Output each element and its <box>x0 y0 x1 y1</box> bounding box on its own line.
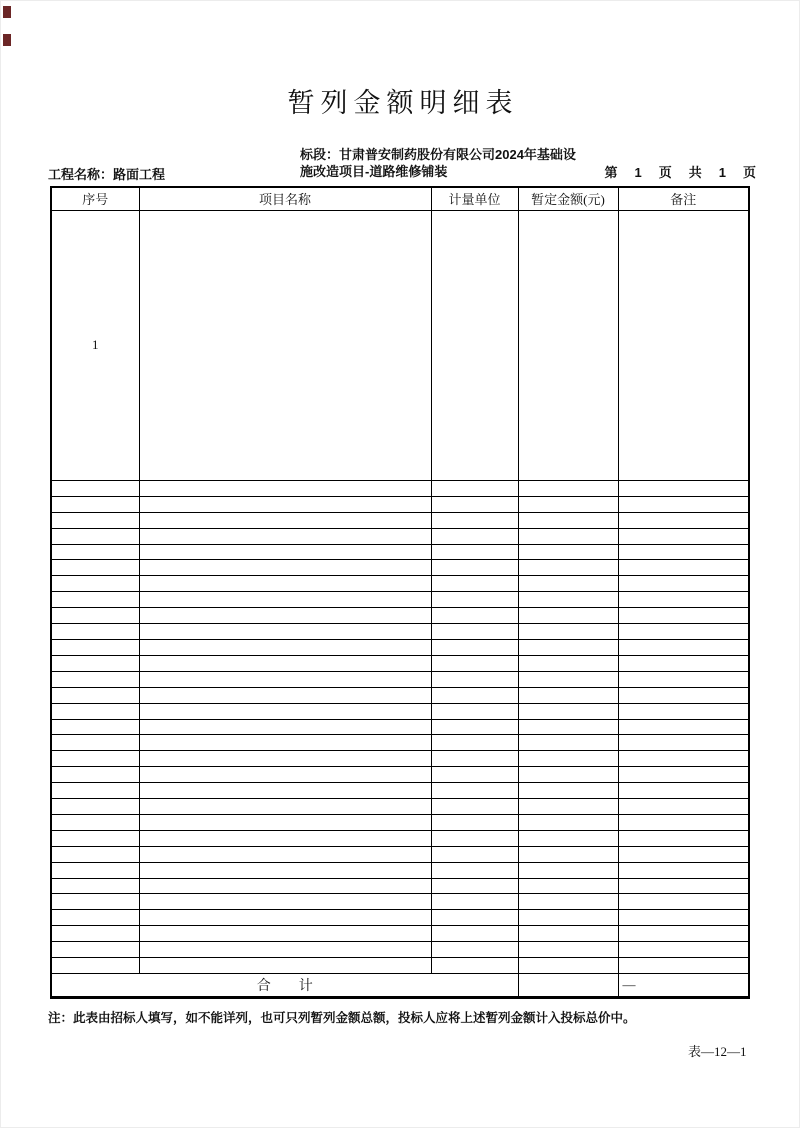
table-row <box>51 942 749 958</box>
table-cell <box>51 576 139 592</box>
table-cell <box>51 639 139 655</box>
table-cell <box>431 671 518 687</box>
table-cell <box>618 862 749 878</box>
table-cell <box>431 703 518 719</box>
table-cell <box>51 846 139 862</box>
table-cell <box>618 480 749 496</box>
table-cell <box>431 942 518 958</box>
column-header-remark: 备注 <box>618 187 749 210</box>
table-cell <box>431 655 518 671</box>
form-code: 表—12—1 <box>688 1044 747 1059</box>
table-cell <box>618 751 749 767</box>
table-cell <box>139 719 431 735</box>
table-row <box>51 639 749 655</box>
table-cell <box>51 480 139 496</box>
table-row <box>51 560 749 576</box>
table-cell <box>431 719 518 735</box>
table-cell <box>139 862 431 878</box>
table-cell <box>139 799 431 815</box>
table-cell <box>51 783 139 799</box>
table-cell <box>618 528 749 544</box>
table-cell <box>51 512 139 528</box>
table-cell <box>618 512 749 528</box>
table-cell <box>618 894 749 910</box>
table-row <box>51 767 749 783</box>
table-cell <box>139 639 431 655</box>
table-cell <box>139 942 431 958</box>
section-line-1: 标段：甘肃普安制药股份有限公司2024年基础设 <box>300 147 576 162</box>
table-cell <box>518 480 618 496</box>
table-row <box>51 846 749 862</box>
table-row <box>51 862 749 878</box>
table-cell <box>139 496 431 512</box>
table-cell <box>139 560 431 576</box>
table-cell <box>51 942 139 958</box>
table-cell <box>518 719 618 735</box>
table-cell <box>431 910 518 926</box>
table-cell <box>431 528 518 544</box>
total-amount-cell <box>518 974 618 998</box>
table-footer <box>51 974 749 998</box>
table-cell <box>431 783 518 799</box>
table-cell <box>139 544 431 560</box>
provisional-sum-table <box>50 186 750 999</box>
table-cell <box>51 735 139 751</box>
table-row <box>51 783 749 799</box>
table-cell <box>618 846 749 862</box>
table-cell <box>618 210 749 480</box>
table-cell <box>518 814 618 830</box>
table-cell <box>139 687 431 703</box>
table-cell <box>518 512 618 528</box>
table-cell <box>618 958 749 974</box>
table-cell <box>431 210 518 480</box>
table-cell <box>518 560 618 576</box>
table-cell <box>518 687 618 703</box>
table-cell <box>618 814 749 830</box>
table-cell <box>518 655 618 671</box>
table-cell <box>518 910 618 926</box>
table-cell <box>518 751 618 767</box>
table-row <box>51 894 749 910</box>
table-cell <box>139 576 431 592</box>
table-cell <box>51 894 139 910</box>
table-cell <box>51 799 139 815</box>
table-cell <box>431 830 518 846</box>
table-cell <box>618 639 749 655</box>
table-body <box>51 210 749 974</box>
table-cell <box>618 878 749 894</box>
total-remark-cell: — <box>618 974 749 998</box>
table-cell <box>518 671 618 687</box>
table-cell <box>518 958 618 974</box>
table-cell <box>51 862 139 878</box>
table-cell <box>518 894 618 910</box>
table-cell <box>431 799 518 815</box>
table-cell <box>618 783 749 799</box>
table-cell <box>618 687 749 703</box>
page-mark-icon <box>3 34 11 46</box>
table-cell <box>51 830 139 846</box>
table-row <box>51 528 749 544</box>
table-cell <box>431 624 518 640</box>
column-header-amount: 暂定金额(元) <box>518 187 618 210</box>
table-cell <box>431 814 518 830</box>
table-header <box>51 187 749 210</box>
table-cell <box>518 942 618 958</box>
column-header-name: 项目名称 <box>139 187 431 210</box>
column-header-seq: 序号 <box>51 187 139 210</box>
table-cell <box>618 624 749 640</box>
table-cell <box>51 496 139 512</box>
table-cell <box>139 592 431 608</box>
table-cell <box>51 671 139 687</box>
table-cell <box>139 671 431 687</box>
table-row <box>51 576 749 592</box>
table-cell <box>431 480 518 496</box>
table-cell <box>139 910 431 926</box>
table-cell <box>431 544 518 560</box>
table-cell <box>51 624 139 640</box>
table-cell <box>139 767 431 783</box>
table-cell <box>51 608 139 624</box>
table-cell <box>139 830 431 846</box>
table-cell <box>139 608 431 624</box>
table-cell <box>518 878 618 894</box>
table-cell <box>51 958 139 974</box>
table-cell <box>618 560 749 576</box>
table-cell <box>139 528 431 544</box>
page-title: 暂列金额明细表 <box>287 88 519 118</box>
data-table <box>50 186 750 999</box>
table-cell <box>431 862 518 878</box>
table-row <box>51 512 749 528</box>
table-cell <box>431 560 518 576</box>
table-cell <box>51 544 139 560</box>
table-cell <box>139 751 431 767</box>
table-cell <box>431 639 518 655</box>
table-row <box>51 814 749 830</box>
table-cell <box>139 958 431 974</box>
column-header-unit: 计量单位 <box>431 187 518 210</box>
table-row <box>51 878 749 894</box>
table-cell <box>618 830 749 846</box>
table-cell <box>139 878 431 894</box>
table-cell <box>51 592 139 608</box>
table-cell <box>618 799 749 815</box>
table-cell <box>618 671 749 687</box>
table-row <box>51 655 749 671</box>
table-cell: 1 <box>51 210 139 480</box>
table-cell <box>431 926 518 942</box>
table-cell <box>518 496 618 512</box>
table-cell <box>51 687 139 703</box>
table-row <box>51 719 749 735</box>
table-cell <box>431 592 518 608</box>
table-cell <box>618 592 749 608</box>
table-cell <box>518 783 618 799</box>
table-cell <box>431 767 518 783</box>
table-cell <box>51 926 139 942</box>
table-cell <box>51 910 139 926</box>
table-cell <box>618 910 749 926</box>
table-cell <box>618 496 749 512</box>
table-cell <box>139 480 431 496</box>
table-row <box>51 624 749 640</box>
table-cell <box>518 528 618 544</box>
table-cell <box>431 608 518 624</box>
table-cell <box>431 846 518 862</box>
table-row <box>51 210 749 480</box>
table-cell <box>518 639 618 655</box>
table-cell <box>518 735 618 751</box>
table-cell <box>139 814 431 830</box>
table-cell <box>139 926 431 942</box>
table-cell <box>618 544 749 560</box>
table-cell <box>431 894 518 910</box>
page-mark-icon <box>3 6 11 18</box>
table-cell <box>518 703 618 719</box>
table-cell <box>139 735 431 751</box>
table-row <box>51 926 749 942</box>
table-cell <box>431 576 518 592</box>
table-cell <box>139 703 431 719</box>
table-cell <box>139 894 431 910</box>
table-cell <box>618 767 749 783</box>
total-row <box>51 974 749 998</box>
table-cell <box>618 655 749 671</box>
table-cell <box>51 878 139 894</box>
table-cell <box>431 878 518 894</box>
table-header-row <box>51 187 749 210</box>
table-row <box>51 703 749 719</box>
table-cell <box>139 783 431 799</box>
table-row <box>51 608 749 624</box>
table-cell <box>431 512 518 528</box>
page-number-label: 第 1 页 共 1 页 <box>604 165 758 180</box>
table-cell <box>618 703 749 719</box>
table-row <box>51 544 749 560</box>
table-cell <box>51 814 139 830</box>
table-row <box>51 687 749 703</box>
table-cell <box>51 719 139 735</box>
table-row <box>51 799 749 815</box>
table-row <box>51 592 749 608</box>
table-cell <box>51 751 139 767</box>
table-cell <box>518 592 618 608</box>
table-cell <box>518 862 618 878</box>
table-row <box>51 480 749 496</box>
table-row <box>51 958 749 974</box>
table-cell <box>518 544 618 560</box>
table-cell <box>139 655 431 671</box>
table-cell <box>518 576 618 592</box>
footnote: 注：此表由招标人填写，如不能详列，也可只列暂列金额总额，投标人应将上述暂列金额计入投标总价中。 <box>48 1011 636 1025</box>
table-cell <box>51 560 139 576</box>
table-cell <box>431 496 518 512</box>
table-cell <box>518 830 618 846</box>
table-row <box>51 751 749 767</box>
table-row <box>51 735 749 751</box>
table-cell <box>518 624 618 640</box>
table-row <box>51 830 749 846</box>
project-name-label: 工程名称：路面工程 <box>48 167 166 182</box>
table-cell <box>518 926 618 942</box>
table-row <box>51 671 749 687</box>
table-cell <box>139 846 431 862</box>
table-cell <box>51 767 139 783</box>
table-cell <box>618 576 749 592</box>
table-cell <box>618 735 749 751</box>
table-cell <box>618 719 749 735</box>
table-cell <box>431 735 518 751</box>
table-cell <box>618 608 749 624</box>
table-cell <box>139 512 431 528</box>
section-line-2: 施改造项目-道路维修铺装 <box>300 164 448 179</box>
table-cell <box>139 624 431 640</box>
table-cell <box>431 751 518 767</box>
table-cell <box>518 210 618 480</box>
table-cell <box>518 767 618 783</box>
table-cell <box>518 846 618 862</box>
table-cell <box>618 942 749 958</box>
table-cell <box>518 608 618 624</box>
table-row <box>51 496 749 512</box>
section-label <box>300 146 576 180</box>
table-cell <box>51 703 139 719</box>
total-label: 合 计 <box>51 974 518 998</box>
table-cell <box>431 958 518 974</box>
table-cell <box>51 528 139 544</box>
table-row <box>51 910 749 926</box>
table-cell <box>518 799 618 815</box>
table-cell <box>139 210 431 480</box>
table-cell <box>51 655 139 671</box>
table-cell <box>431 687 518 703</box>
table-cell <box>618 926 749 942</box>
